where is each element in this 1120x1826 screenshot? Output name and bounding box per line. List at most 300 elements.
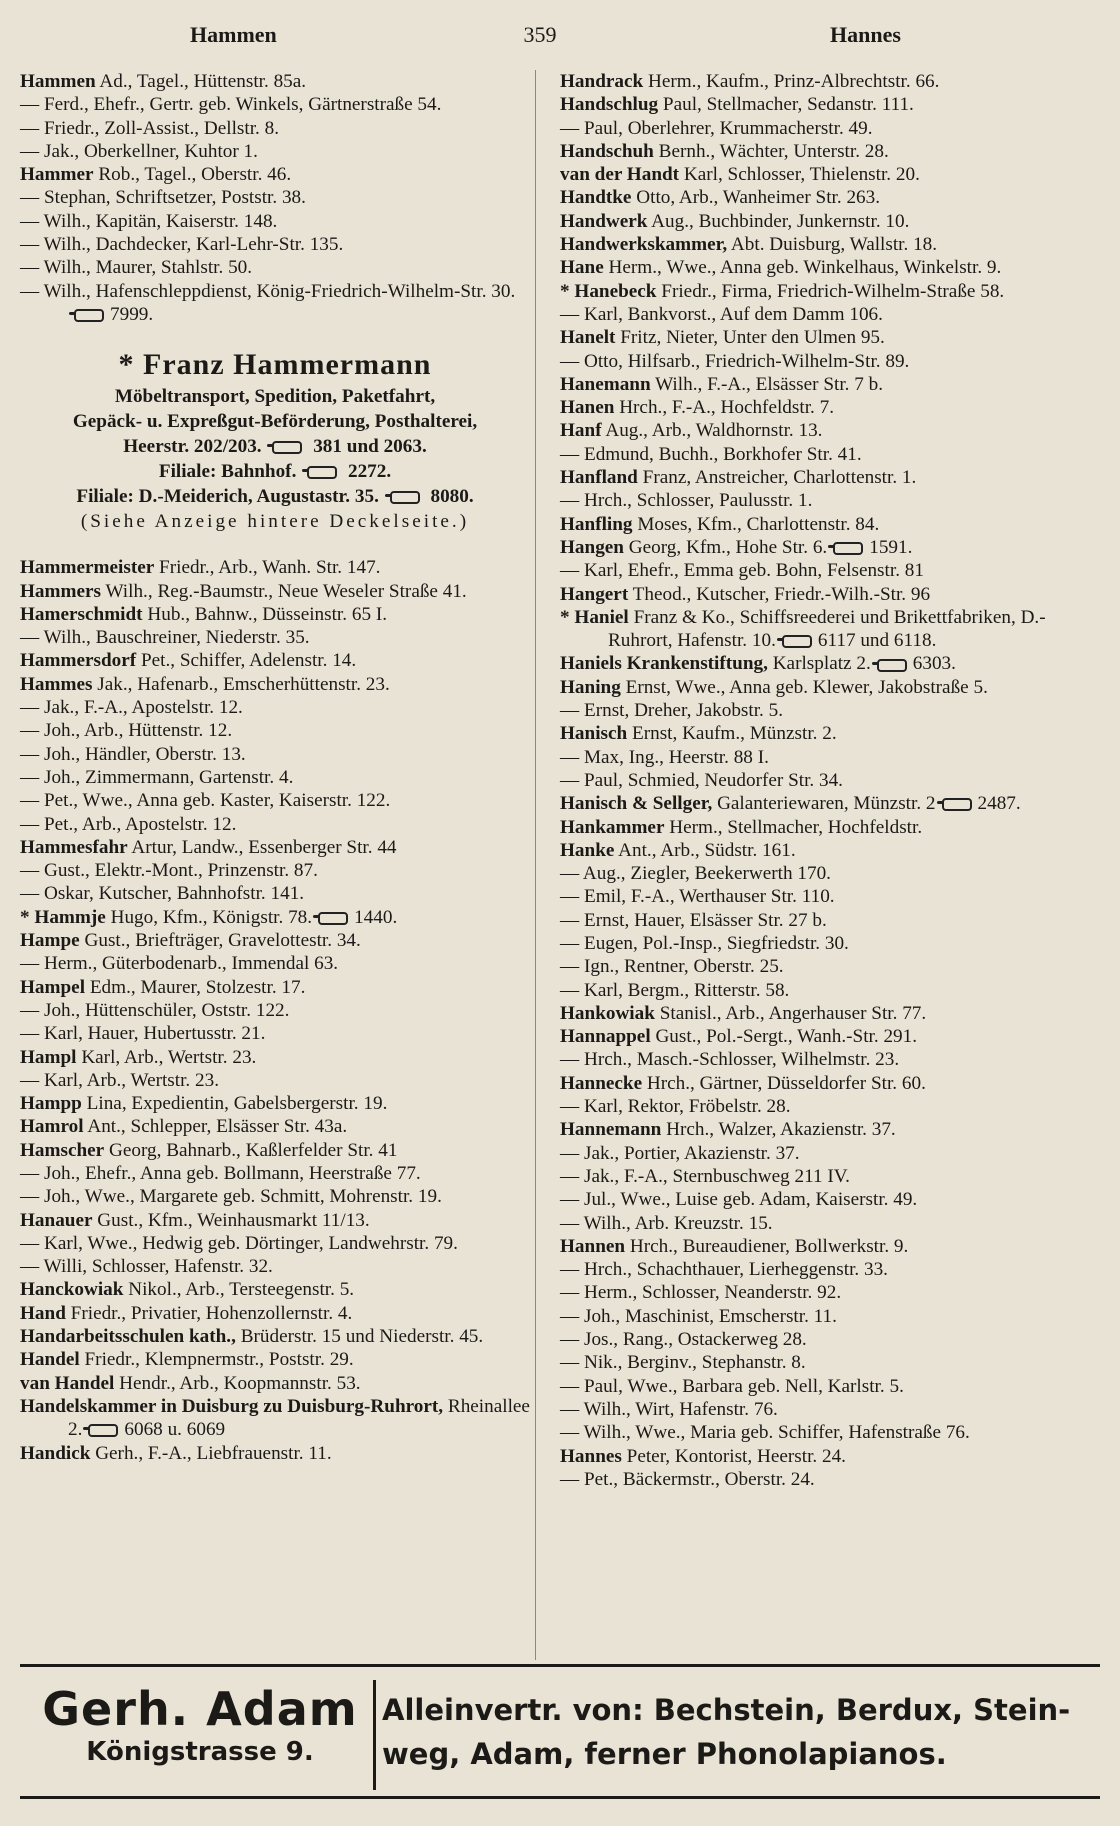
entry-details: — Wilh., Kapitän, Kaiserstr. 148. — [20, 210, 278, 232]
ad-phone: 381 und 2063. — [313, 436, 427, 458]
directory-entry — [560, 396, 1070, 419]
directory-entry — [20, 556, 530, 579]
directory-entry — [560, 1305, 1070, 1328]
directory-entry — [560, 1398, 1070, 1421]
directory-entry — [20, 976, 530, 999]
directory-entry — [560, 979, 1070, 1002]
entry-details: Galanteriewaren, Münzstr. 2 — [712, 793, 936, 815]
ad-line-branch-1 — [20, 459, 530, 484]
entry-details: Friedr., Arb., Wanh. Str. 147. — [154, 557, 381, 579]
entry-details: — Ernst, Hauer, Elsässer Str. 27 b. — [560, 909, 827, 931]
ad-branch-2: Filiale: D.-Meiderich, Augustastr. 35. — [76, 486, 379, 508]
telephone-icon — [272, 441, 302, 454]
entry-details: — Wilh., Wirt, Hafenstr. 76. — [560, 1398, 778, 1420]
entry-details: Otto, Arb., Wanheimer Str. 263. — [631, 187, 881, 209]
entry-phone: 6303. — [912, 653, 956, 675]
entry-surname: Handwerkskammer, — [560, 234, 728, 256]
entry-details: — Jak., Oberkellner, Kuhtor 1. — [20, 140, 258, 162]
entry-surname: Hammes — [20, 673, 93, 695]
entry-details: Jak., Hafenarb., Emscherhüttenstr. 23. — [92, 673, 390, 695]
directory-entry — [560, 839, 1070, 862]
entry-details: Wilh., Reg.-Baumstr., Neue Weseler Straße 41. — [101, 580, 467, 602]
adam-address: Königstrasse 9. — [86, 1737, 314, 1767]
header-left-keyword: Hammen — [190, 22, 277, 47]
telephone-icon — [74, 309, 104, 322]
entry-details: — Emil, F.-A., Werthauser Str. 110. — [560, 886, 835, 908]
directory-entry — [560, 210, 1070, 233]
directory-entry — [560, 513, 1070, 536]
directory-entry — [560, 652, 1070, 675]
directory-entry — [20, 70, 530, 93]
entry-surname: Hammesfahr — [20, 836, 128, 858]
directory-entry — [20, 813, 530, 836]
entry-details: Herm., Stellmacher, Hochfeldstr. — [664, 816, 923, 838]
entry-surname: Hamerschmidt — [20, 603, 143, 625]
directory-entry — [20, 999, 530, 1022]
directory-entry — [560, 93, 1070, 116]
directory-entry — [560, 1328, 1070, 1351]
entry-details: Ant., Arb., Südstr. 161. — [614, 839, 796, 861]
directory-entry — [560, 1072, 1070, 1095]
entry-details: — Karl, Arb., Wertstr. 23. — [20, 1069, 220, 1091]
directory-entry — [20, 859, 530, 882]
telephone-icon — [833, 542, 863, 555]
directory-entry — [560, 1445, 1070, 1468]
entry-details: — Joh., Wwe., Margarete geb. Schmitt, Mohrenstr. 19. — [20, 1186, 442, 1208]
directory-entry — [560, 1142, 1070, 1165]
directory-entry — [20, 719, 530, 742]
entry-surname: Hangert — [560, 583, 629, 605]
entry-details: — Pet., Bäckermstr., Oberstr. 24. — [560, 1468, 815, 1490]
directory-entry — [20, 233, 530, 256]
directory-entry — [560, 489, 1070, 512]
right-column — [560, 70, 1070, 1491]
ad-branch-1: Filiale: Bahnhof. — [158, 461, 297, 483]
entry-details: — Wilh., Maurer, Stahlstr. 50. — [20, 257, 253, 279]
entry-details: Georg, Bahnarb., Kaßlerfelder Str. 41 — [104, 1139, 398, 1161]
directory-entry — [560, 1048, 1070, 1071]
entry-details: Hendr., Arb., Koopmannstr. 53. — [114, 1372, 361, 1394]
entry-details: — Ernst, Dreher, Jakobstr. 5. — [560, 700, 784, 722]
entry-details: — Hrch., Masch.-Schlosser, Wilhelmstr. 23. — [560, 1049, 900, 1071]
directory-entry — [20, 1302, 530, 1325]
directory-entry — [20, 1046, 530, 1069]
directory-entry — [560, 722, 1070, 745]
entry-details: Pet., Schiffer, Adelenstr. 14. — [136, 650, 357, 672]
ad-line-services: Möbeltransport, Spedition, Paketfahrt, — [114, 386, 436, 408]
entry-surname: Hammen — [20, 71, 96, 92]
entry-details: — Edmund, Buchh., Borkhofer Str. 41. — [560, 443, 862, 465]
entry-surname: Hammers — [20, 580, 101, 602]
entry-details: — Karl, Bankvorst., Auf dem Damm 106. — [560, 303, 883, 325]
entry-details: — Willi, Schlosser, Hafenstr. 32. — [20, 1256, 273, 1278]
entry-details: — Karl, Hauer, Hubertusstr. 21. — [20, 1023, 266, 1045]
entry-details: Moses, Kfm., Charlottenstr. 84. — [632, 513, 880, 535]
adam-ad-line-1: Alleinvertr. von: Bechstein, Berdux, Stein- — [382, 1693, 1071, 1727]
entry-surname: Haning — [560, 676, 621, 698]
entry-surname: Handel — [20, 1349, 80, 1371]
hammermann-advertisement — [20, 346, 530, 534]
entry-phone: 7999. — [110, 303, 154, 325]
entry-details: — Oskar, Kutscher, Bahnhofstr. 141. — [20, 883, 305, 905]
directory-entry — [560, 1258, 1070, 1281]
directory-entry — [560, 1375, 1070, 1398]
entry-details: Ernst, Kaufm., Münzstr. 2. — [627, 723, 837, 745]
entry-surname: Hampe — [20, 930, 80, 952]
entry-surname: Hanisch & Sellger, — [560, 793, 713, 815]
directory-entry — [20, 952, 530, 975]
entry-surname: Hankammer — [560, 816, 665, 838]
entry-surname: Hamscher — [20, 1139, 105, 1161]
entry-details: — Karl, Ehefr., Emma geb. Bohn, Felsenstr. 81 — [560, 560, 924, 582]
directory-entry — [560, 1468, 1070, 1491]
entry-surname: * Hanebeck — [560, 280, 657, 302]
directory-entry — [560, 1212, 1070, 1235]
entry-details: Karl, Schlosser, Thielenstr. 20. — [679, 164, 920, 186]
entry-details: Fritz, Nieter, Unter den Ulmen 95. — [615, 327, 885, 349]
entry-surname: Hanfland — [560, 467, 638, 489]
entry-surname: Hankowiak — [560, 1002, 655, 1024]
entry-details: — Otto, Hilfsarb., Friedrich-Wilhelm-Str. 89. — [560, 350, 910, 372]
entry-details: — Aug., Ziegler, Beekerwerth 170. — [560, 863, 831, 885]
entry-details: — Wilh., Dachdecker, Karl-Lehr-Str. 135. — [20, 234, 344, 256]
header-right-keyword: Hannes — [830, 22, 901, 47]
entry-surname: Hammer — [20, 164, 94, 186]
directory-entry — [20, 1348, 530, 1371]
entry-details: Artur, Landw., Essenberger Str. 44 — [127, 836, 397, 858]
entry-details: — Wilh., Hafenschleppdienst, König-Friedrich-Wilhelm-Str. 30. — [20, 280, 516, 302]
footer-top-rule — [20, 1664, 1100, 1667]
entry-details: Stanisl., Arb., Angerhauser Str. 77. — [654, 1002, 927, 1024]
directory-entry — [20, 1278, 530, 1301]
entry-details: Franz & Ko., Schiffsreederei und Brikettfabriken, D.-Ruhrort, Hafenstr. 10. — [608, 606, 1046, 652]
ad-branch-1-phone: 2272. — [347, 461, 392, 483]
ad-address: Heerstr. 202/203. — [123, 436, 262, 458]
ad-line-branch-2 — [20, 484, 530, 509]
telephone-icon — [942, 798, 972, 811]
telephone-icon — [877, 659, 907, 672]
entry-surname: Hampl — [20, 1046, 77, 1068]
directory-entry — [20, 140, 530, 163]
entry-details: — Eugen, Pol.-Insp., Siegfriedstr. 30. — [560, 932, 849, 954]
directory-entry — [560, 932, 1070, 955]
directory-entry — [560, 466, 1070, 489]
directory-entry — [560, 536, 1070, 559]
directory-entry — [20, 1255, 530, 1278]
entry-details: Peter, Kontorist, Heerstr. 24. — [621, 1445, 846, 1467]
entry-surname: Hanckowiak — [20, 1279, 124, 1301]
entry-details: Friedr., Privatier, Hohenzollernstr. 4. — [65, 1302, 353, 1324]
entry-details: — Jak., F.-A., Sternbuschweg 211 IV. — [560, 1165, 850, 1187]
entry-details: — Karl, Wwe., Hedwig geb. Dörtinger, Landwehrstr. 79. — [20, 1232, 458, 1254]
entry-details: Karl, Arb., Wertstr. 23. — [76, 1046, 257, 1068]
footer-separator — [373, 1680, 376, 1790]
entry-details: — Ign., Rentner, Oberstr. 25. — [560, 956, 784, 978]
directory-entry — [20, 117, 530, 140]
entry-details: Karlsplatz 2. — [767, 653, 871, 675]
entry-details: — Pet., Wwe., Anna geb. Kaster, Kaiserstr. 122. — [20, 790, 391, 812]
directory-entry — [560, 746, 1070, 769]
entry-details: Wilh., F.-A., Elsässer Str. 7 b. — [650, 373, 884, 395]
entry-details: Ant., Schlepper, Elsässer Str. 43a. — [83, 1116, 348, 1138]
directory-entry — [20, 1162, 530, 1185]
entry-surname: Hanemann — [560, 373, 651, 395]
entry-details: Herm., Wwe., Anna geb. Winkelhaus, Winkelstr. 9. — [603, 257, 1002, 279]
adam-ad-line-2: weg, Adam, ferner Phonolapianos. — [382, 1737, 947, 1771]
entry-surname: Hanke — [560, 839, 615, 861]
directory-entry — [560, 909, 1070, 932]
directory-entry — [20, 789, 530, 812]
directory-entry — [560, 676, 1070, 699]
entry-details: Bernh., Wächter, Unterstr. 28. — [653, 140, 889, 162]
directory-entry — [560, 256, 1070, 279]
entry-details: — Jak., Portier, Akazienstr. 37. — [560, 1142, 800, 1164]
telephone-icon — [390, 491, 420, 504]
entry-surname: Hamrol — [20, 1116, 84, 1138]
entry-details: — Jos., Rang., Ostackerweg 28. — [560, 1329, 807, 1351]
directory-entry — [560, 280, 1070, 303]
entry-details: Brüderstr. 15 und Niederstr. 45. — [235, 1326, 484, 1348]
directory-entry — [560, 955, 1070, 978]
entry-surname: Hannes — [560, 1445, 622, 1467]
directory-entry — [560, 816, 1070, 839]
entry-details: Paul, Stellmacher, Sedanstr. 111. — [658, 94, 914, 116]
directory-entry — [20, 743, 530, 766]
entry-details: — Friedr., Zoll-Assist., Dellstr. 8. — [20, 117, 280, 139]
entry-details: — Paul, Oberlehrer, Krummacherstr. 49. — [560, 117, 873, 139]
entry-details: Hrch., Walzer, Akazienstr. 37. — [661, 1119, 896, 1141]
directory-entry — [20, 210, 530, 233]
directory-entry — [20, 256, 530, 279]
directory-entry — [20, 186, 530, 209]
entry-details: — Joh., Hüttenschüler, Oststr. 122. — [20, 999, 290, 1021]
entry-surname: Hannen — [560, 1235, 626, 1257]
directory-entry — [560, 326, 1070, 349]
telephone-icon — [318, 912, 348, 925]
entry-surname: Hanfling — [560, 513, 633, 535]
adam-ad-left — [30, 1683, 370, 1769]
directory-entry — [20, 882, 530, 905]
directory-entry — [560, 373, 1070, 396]
entry-details: Franz, Anstreicher, Charlottenstr. 1. — [637, 467, 917, 489]
directory-entry — [560, 1095, 1070, 1118]
directory-entry — [20, 836, 530, 859]
entry-details: Abt. Duisburg, Wallstr. 18. — [727, 234, 938, 256]
entry-details: — Herm., Güterbodenarb., Immendal 63. — [20, 953, 339, 975]
directory-entry — [560, 1118, 1070, 1141]
entry-details: Hrch., F.-A., Hochfeldstr. 7. — [614, 397, 835, 419]
entry-details: — Wilh., Wwe., Maria geb. Schiffer, Hafenstraße 76. — [560, 1422, 970, 1444]
entry-details: Aug., Arb., Waldhornstr. 13. — [601, 420, 823, 442]
directory-entry — [20, 929, 530, 952]
directory-entry — [20, 1092, 530, 1115]
entry-surname: van Handel — [20, 1372, 115, 1394]
directory-entry — [560, 559, 1070, 582]
directory-entry — [560, 1002, 1070, 1025]
entry-surname: * Hammje — [20, 906, 106, 928]
entry-surname: Hanauer — [20, 1209, 93, 1231]
entry-surname: * Haniel — [560, 606, 629, 628]
entry-details: — Wilh., Arb. Kreuzstr. 15. — [560, 1212, 773, 1234]
entry-surname: Handtke — [560, 187, 632, 209]
directory-entry — [20, 626, 530, 649]
entry-details: — Karl, Bergm., Ritterstr. 58. — [560, 979, 790, 1001]
entry-details: Lina, Expedientin, Gabelsbergerstr. 19. — [81, 1093, 388, 1115]
directory-entry — [20, 580, 530, 603]
directory-entry — [560, 1025, 1070, 1048]
column-divider — [535, 70, 536, 1660]
entry-details: — Ferd., Ehefr., Gertr. geb. Winkels, Gärtnerstraße 54. — [20, 94, 442, 116]
entry-details: — Wilh., Bauschreiner, Niederstr. 35. — [20, 627, 310, 649]
ad-note: (Siehe Anzeige hintere Deckelseite.) — [80, 511, 470, 533]
directory-entry — [560, 350, 1070, 373]
entry-details: — Nik., Berginv., Stephanstr. 8. — [560, 1352, 806, 1374]
entry-surname: Handwerk — [560, 210, 648, 232]
telephone-icon — [782, 635, 812, 648]
entry-phone: 6117 und 6118. — [817, 630, 937, 652]
entry-details: Aug., Buchbinder, Junkernstr. 10. — [647, 210, 910, 232]
entry-details: Friedr., Firma, Friedrich-Wilhelm-Straße 58. — [656, 280, 1005, 302]
entry-surname: Handrack — [560, 71, 644, 92]
directory-entry — [20, 1232, 530, 1255]
entry-details: Hrch., Bureaudiener, Bollwerkstr. 9. — [625, 1235, 909, 1257]
directory-entry — [560, 1165, 1070, 1188]
left-column — [20, 70, 530, 1465]
directory-entry — [560, 140, 1070, 163]
entry-surname: Hammersdorf — [20, 650, 137, 672]
entry-details: Rheinallee 2. — [68, 1395, 530, 1441]
entry-details: Georg, Kfm., Hohe Str. 6. — [623, 536, 828, 558]
entry-details: Hub., Bahnw., Düsseinstr. 65 I. — [142, 603, 388, 625]
entry-details: Rob., Tagel., Oberstr. 46. — [93, 164, 292, 186]
directory-entry — [20, 906, 530, 929]
directory-entry — [560, 606, 1070, 653]
directory-entry — [20, 1139, 530, 1162]
entry-details: Nikol., Arb., Tersteegenstr. 5. — [123, 1279, 355, 1301]
entry-details: Gust., Kfm., Weinhausmarkt 11/13. — [92, 1209, 370, 1231]
directory-entry — [20, 93, 530, 116]
entry-details: Friedr., Klempnermstr., Poststr. 29. — [79, 1349, 354, 1371]
ad-line-address — [20, 434, 530, 459]
entry-surname: Hannemann — [560, 1119, 662, 1141]
entry-surname: Hanf — [560, 420, 602, 442]
entry-details: — Hrch., Schachthauer, Lierheggenstr. 33. — [560, 1259, 888, 1281]
entry-details: — Joh., Händler, Oberstr. 13. — [20, 743, 246, 765]
entry-phone: 2487. — [977, 793, 1021, 815]
entry-surname: Hampel — [20, 976, 86, 998]
directory-entry — [560, 163, 1070, 186]
entry-surname: Hand — [20, 1302, 66, 1324]
directory-entry — [560, 862, 1070, 885]
entry-details: Theod., Kutscher, Friedr.-Wilh.-Str. 96 — [628, 583, 931, 605]
entry-details: — Jak., F.-A., Apostelstr. 12. — [20, 697, 243, 719]
entry-details: — Pet., Arb., Apostelstr. 12. — [20, 813, 237, 835]
ad-line-services-2: Gepäck- u. Expreßgut-Beförderung, Posthalterei, — [72, 411, 478, 433]
entry-surname: Handschuh — [560, 140, 654, 162]
entry-surname: Hanelt — [560, 327, 616, 349]
entry-details: Herm., Kaufm., Prinz-Albrechtstr. 66. — [643, 71, 940, 92]
entry-surname: Haniels Krankenstiftung, — [560, 653, 768, 675]
entry-surname: Hammermeister — [20, 557, 155, 579]
directory-entry — [20, 1395, 530, 1442]
entry-details: Gust., Pol.-Sergt., Wanh.-Str. 291. — [650, 1026, 918, 1048]
entry-details: — Herm., Schlosser, Neanderstr. 92. — [560, 1282, 842, 1304]
entry-surname: Hampp — [20, 1093, 82, 1115]
entry-details: Gerh., F.-A., Liebfrauenstr. 11. — [90, 1442, 332, 1464]
adam-ad-right — [382, 1688, 1102, 1776]
entry-surname: Hanen — [560, 397, 615, 419]
entry-details: — Joh., Ehefr., Anna geb. Bollmann, Heerstraße 77. — [20, 1162, 421, 1184]
directory-entry — [560, 233, 1070, 256]
entry-surname: Handelskammer in Duisburg zu Duisburg-Ruhrort, — [20, 1395, 444, 1417]
entry-details: Edm., Maurer, Stolzestr. 17. — [85, 976, 306, 998]
adam-name: Gerh. Adam — [42, 1682, 358, 1736]
entry-details: — Joh., Arb., Hüttenstr. 12. — [20, 720, 233, 742]
entry-details: — Hrch., Schlosser, Paulusstr. 1. — [560, 490, 813, 512]
entry-details: Hugo, Kfm., Königstr. 78. — [105, 906, 313, 928]
entry-details: — Stephan, Schriftsetzer, Poststr. 38. — [20, 187, 306, 209]
directory-entry — [20, 1115, 530, 1138]
directory-entry — [560, 70, 1070, 93]
entry-surname: van der Handt — [560, 164, 680, 186]
ad-title: * Franz Hammermann — [118, 348, 432, 382]
directory-entry — [560, 1351, 1070, 1374]
directory-entry — [560, 1188, 1070, 1211]
entry-surname: Hangen — [560, 536, 624, 558]
directory-entry — [20, 1372, 530, 1395]
entry-details: Ad., Tagel., Hüttenstr. 85a. — [95, 71, 307, 92]
entry-surname: Hannappel — [560, 1026, 651, 1048]
directory-entry — [20, 1209, 530, 1232]
directory-entry — [560, 699, 1070, 722]
directory-entry — [20, 649, 530, 672]
directory-entry — [560, 583, 1070, 606]
entry-phone: 6068 u. 6069 — [124, 1419, 226, 1441]
entry-details: — Karl, Rektor, Fröbelstr. 28. — [560, 1096, 791, 1118]
directory-entry — [560, 792, 1070, 815]
entry-surname: Handick — [20, 1442, 91, 1464]
directory-entry — [560, 769, 1070, 792]
directory-entry — [560, 117, 1070, 140]
footer-bottom-rule — [20, 1796, 1100, 1799]
directory-entry — [560, 1235, 1070, 1258]
entry-surname: Hannecke — [560, 1072, 643, 1094]
entry-surname: Handschlug — [560, 94, 659, 116]
directory-entry — [20, 1185, 530, 1208]
page-number: 359 — [523, 22, 557, 47]
directory-entry — [20, 603, 530, 626]
telephone-icon — [88, 1424, 118, 1437]
entry-details: — Joh., Zimmermann, Gartenstr. 4. — [20, 766, 294, 788]
directory-entry — [560, 885, 1070, 908]
directory-entry — [20, 673, 530, 696]
entry-details: — Gust., Elektr.-Mont., Prinzenstr. 87. — [20, 860, 318, 882]
directory-entry — [20, 1069, 530, 1092]
entry-surname: Handarbeitsschulen kath., — [20, 1326, 236, 1348]
entry-details: — Joh., Maschinist, Emscherstr. 11. — [560, 1305, 837, 1327]
entry-details: — Paul, Wwe., Barbara geb. Nell, Karlstr. 5. — [560, 1375, 904, 1397]
entry-details: — Max, Ing., Heerstr. 88 I. — [560, 746, 769, 768]
entry-details: Hrch., Gärtner, Düsseldorfer Str. 60. — [642, 1072, 926, 1094]
entry-details: — Paul, Schmied, Neudorfer Str. 34. — [560, 769, 843, 791]
directory-entry — [560, 1281, 1070, 1304]
directory-entry — [560, 443, 1070, 466]
entry-phone: 1591. — [869, 536, 913, 558]
entry-surname: Hanisch — [560, 723, 628, 745]
directory-entry — [560, 419, 1070, 442]
entry-surname: Hane — [560, 257, 604, 279]
entry-details: Ernst, Wwe., Anna geb. Klewer, Jakobstraße 5. — [620, 676, 988, 698]
